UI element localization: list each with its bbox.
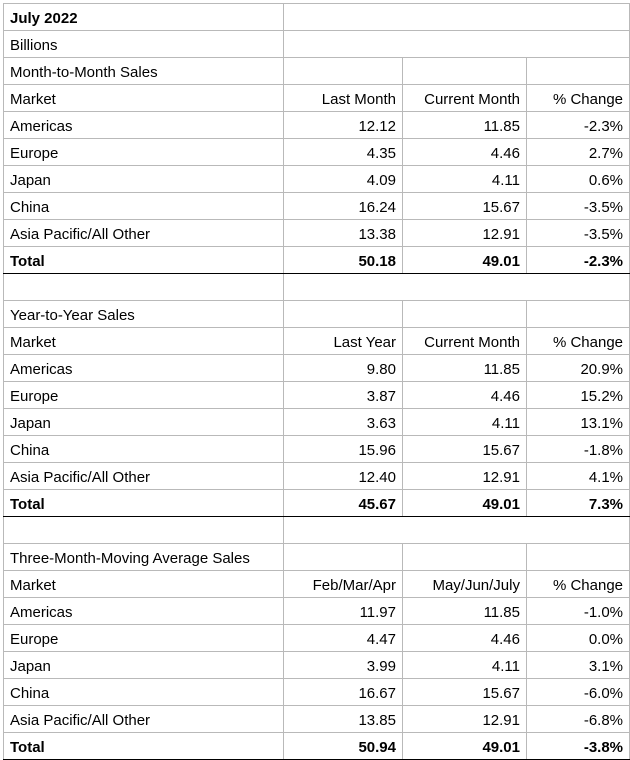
spacer-cell bbox=[4, 517, 284, 544]
market-name: Asia Pacific/All Other bbox=[4, 220, 284, 247]
market-name: Europe bbox=[4, 139, 284, 166]
heading-cell-empty bbox=[527, 544, 630, 571]
market-name: Asia Pacific/All Other bbox=[4, 706, 284, 733]
value-cell: 3.1% bbox=[527, 652, 630, 679]
market-name: China bbox=[4, 679, 284, 706]
section-heading-row bbox=[4, 58, 630, 85]
heading-cell-empty bbox=[527, 301, 630, 328]
column-header: Current Month bbox=[403, 328, 527, 355]
total-value: 50.18 bbox=[284, 247, 403, 274]
market-name: China bbox=[4, 436, 284, 463]
value-cell: 11.85 bbox=[403, 598, 527, 625]
heading-cell-empty bbox=[527, 58, 630, 85]
value-cell: 15.67 bbox=[403, 436, 527, 463]
total-value: 50.94 bbox=[284, 733, 403, 760]
value-cell: 15.2% bbox=[527, 382, 630, 409]
value-cell: 4.11 bbox=[403, 409, 527, 436]
section-heading-row bbox=[4, 301, 630, 328]
value-cell: 12.91 bbox=[403, 463, 527, 490]
value-cell: 0.6% bbox=[527, 166, 630, 193]
value-cell: 9.80 bbox=[284, 355, 403, 382]
value-cell: -3.5% bbox=[527, 220, 630, 247]
value-cell: 4.11 bbox=[403, 652, 527, 679]
total-value: 49.01 bbox=[403, 733, 527, 760]
value-cell: 4.46 bbox=[403, 382, 527, 409]
value-cell: 11.85 bbox=[403, 355, 527, 382]
section-heading-row bbox=[4, 544, 630, 571]
table-row bbox=[4, 382, 630, 409]
value-cell: 20.9% bbox=[527, 355, 630, 382]
section-heading: Three-Month-Moving Average Sales bbox=[4, 544, 284, 571]
value-cell: 12.91 bbox=[403, 220, 527, 247]
column-header-row bbox=[4, 328, 630, 355]
total-label: Total bbox=[4, 490, 284, 517]
column-header: % Change bbox=[527, 571, 630, 598]
value-cell: 4.35 bbox=[284, 139, 403, 166]
value-cell: 3.63 bbox=[284, 409, 403, 436]
column-header: Market bbox=[4, 571, 284, 598]
market-name: Asia Pacific/All Other bbox=[4, 463, 284, 490]
heading-cell-empty bbox=[403, 58, 527, 85]
market-name: China bbox=[4, 193, 284, 220]
value-cell: 12.12 bbox=[284, 112, 403, 139]
value-cell: 13.1% bbox=[527, 409, 630, 436]
total-value: 45.67 bbox=[284, 490, 403, 517]
column-header: Current Month bbox=[403, 85, 527, 112]
total-value: -2.3% bbox=[527, 247, 630, 274]
market-name: Japan bbox=[4, 652, 284, 679]
value-cell: 12.40 bbox=[284, 463, 403, 490]
section-heading: Year-to-Year Sales bbox=[4, 301, 284, 328]
market-name: Japan bbox=[4, 166, 284, 193]
market-name: Europe bbox=[4, 382, 284, 409]
total-row bbox=[4, 733, 630, 760]
heading-cell-empty bbox=[403, 301, 527, 328]
value-cell: -6.8% bbox=[527, 706, 630, 733]
value-cell: 13.38 bbox=[284, 220, 403, 247]
value-cell: 4.46 bbox=[403, 139, 527, 166]
total-value: 49.01 bbox=[403, 247, 527, 274]
table-row bbox=[4, 436, 630, 463]
table-row bbox=[4, 463, 630, 490]
heading-cell-empty bbox=[284, 58, 403, 85]
value-cell: 15.67 bbox=[403, 679, 527, 706]
value-cell: 3.87 bbox=[284, 382, 403, 409]
total-row bbox=[4, 247, 630, 274]
column-header: % Change bbox=[527, 328, 630, 355]
total-value: 49.01 bbox=[403, 490, 527, 517]
column-header-row bbox=[4, 85, 630, 112]
column-header: Market bbox=[4, 85, 284, 112]
title-row bbox=[4, 4, 630, 31]
market-name: Americas bbox=[4, 112, 284, 139]
table-row bbox=[4, 220, 630, 247]
value-cell: -1.0% bbox=[527, 598, 630, 625]
column-header: Feb/Mar/Apr bbox=[284, 571, 403, 598]
units-row bbox=[4, 31, 630, 58]
value-cell: 0.0% bbox=[527, 625, 630, 652]
value-cell: 3.99 bbox=[284, 652, 403, 679]
value-cell: 4.1% bbox=[527, 463, 630, 490]
units-label: Billions bbox=[4, 31, 284, 58]
value-cell: 12.91 bbox=[403, 706, 527, 733]
market-name: Europe bbox=[4, 625, 284, 652]
value-cell: 15.67 bbox=[403, 193, 527, 220]
column-header: Market bbox=[4, 328, 284, 355]
value-cell: -1.8% bbox=[527, 436, 630, 463]
value-cell: -6.0% bbox=[527, 679, 630, 706]
total-value: -3.8% bbox=[527, 733, 630, 760]
value-cell: 16.67 bbox=[284, 679, 403, 706]
value-cell: -2.3% bbox=[527, 112, 630, 139]
table-row bbox=[4, 706, 630, 733]
units-spacer bbox=[284, 31, 630, 58]
total-label: Total bbox=[4, 733, 284, 760]
value-cell: 4.09 bbox=[284, 166, 403, 193]
section-heading: Month-to-Month Sales bbox=[4, 58, 284, 85]
total-value: 7.3% bbox=[527, 490, 630, 517]
value-cell: 4.47 bbox=[284, 625, 403, 652]
value-cell: 15.96 bbox=[284, 436, 403, 463]
total-row bbox=[4, 490, 630, 517]
market-name: Japan bbox=[4, 409, 284, 436]
column-header: May/Jun/July bbox=[403, 571, 527, 598]
column-header: % Change bbox=[527, 85, 630, 112]
table-row bbox=[4, 193, 630, 220]
table-title: July 2022 bbox=[4, 4, 284, 31]
table-row bbox=[4, 679, 630, 706]
title-spacer bbox=[284, 4, 630, 31]
value-cell: 2.7% bbox=[527, 139, 630, 166]
table-row bbox=[4, 112, 630, 139]
section-spacer-row bbox=[4, 274, 630, 301]
table-row bbox=[4, 139, 630, 166]
market-name: Americas bbox=[4, 598, 284, 625]
column-header: Last Month bbox=[284, 85, 403, 112]
table-row bbox=[4, 355, 630, 382]
total-label: Total bbox=[4, 247, 284, 274]
heading-cell-empty bbox=[403, 544, 527, 571]
heading-cell-empty bbox=[284, 301, 403, 328]
column-header: Last Year bbox=[284, 328, 403, 355]
table-row bbox=[4, 409, 630, 436]
spacer-cell bbox=[284, 517, 630, 544]
section-spacer-row bbox=[4, 517, 630, 544]
value-cell: 11.85 bbox=[403, 112, 527, 139]
value-cell: 4.46 bbox=[403, 625, 527, 652]
table-row bbox=[4, 652, 630, 679]
value-cell: 16.24 bbox=[284, 193, 403, 220]
spacer-cell bbox=[284, 274, 630, 301]
table-row bbox=[4, 166, 630, 193]
table-row bbox=[4, 598, 630, 625]
column-header-row bbox=[4, 571, 630, 598]
value-cell: 13.85 bbox=[284, 706, 403, 733]
sales-table-body bbox=[4, 4, 630, 760]
spacer-cell bbox=[4, 274, 284, 301]
table-row bbox=[4, 625, 630, 652]
value-cell: 4.11 bbox=[403, 166, 527, 193]
market-name: Americas bbox=[4, 355, 284, 382]
value-cell: -3.5% bbox=[527, 193, 630, 220]
value-cell: 11.97 bbox=[284, 598, 403, 625]
sales-table bbox=[3, 3, 630, 760]
heading-cell-empty bbox=[284, 544, 403, 571]
